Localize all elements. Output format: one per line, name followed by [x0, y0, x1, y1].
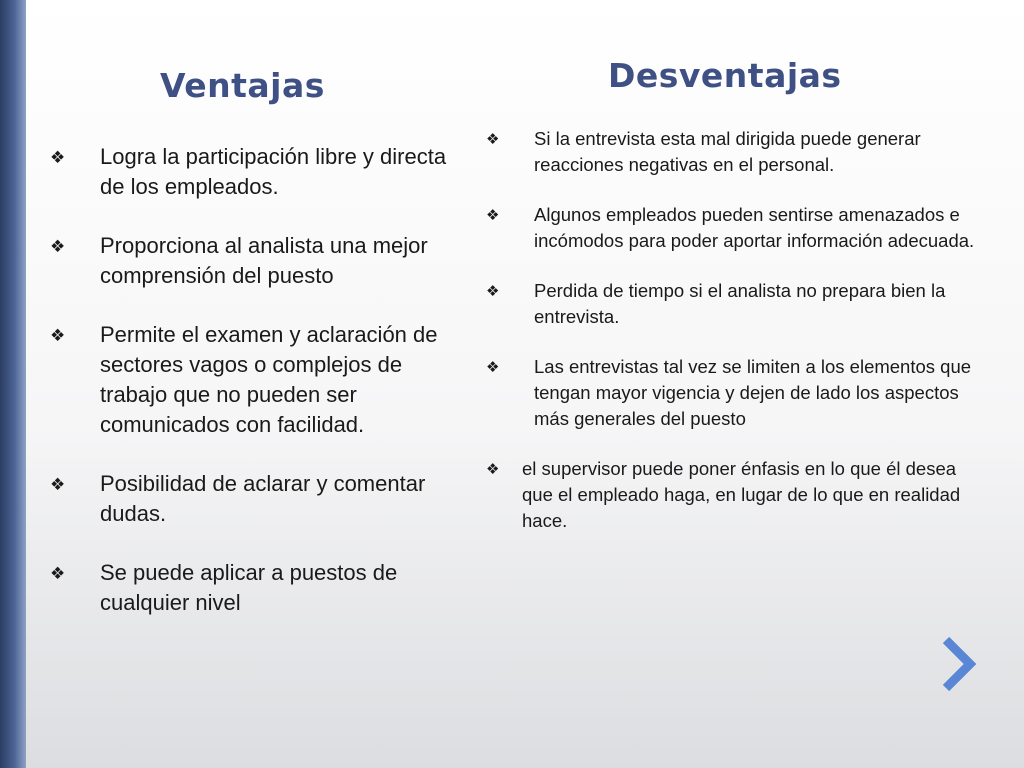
desventajas-title: Desventajas: [608, 56, 842, 95]
list-item-text: Algunos empleados pueden sentirse amenazados e incómodos para poder aportar información adecuada.: [534, 204, 975, 251]
list-item-text: el supervisor puede poner énfasis en lo que él desea que el empleado haga, en lugar de lo que en realidad hace.: [522, 458, 961, 531]
list-item: [486, 278, 986, 330]
list-item: [50, 320, 460, 440]
bullet-icon: ❖: [486, 461, 500, 478]
ventajas-title: Ventajas: [160, 66, 325, 105]
chevron-right-icon[interactable]: [936, 636, 980, 692]
list-item-text: Perdida de tiempo si el analista no prepara bien la entrevista.: [534, 280, 946, 327]
bullet-icon: ❖: [50, 148, 66, 167]
list-item: [50, 231, 460, 291]
list-item: [486, 456, 986, 534]
list-item-text: Se puede aplicar a puestos de cualquier nivel: [100, 560, 398, 615]
list-item: [486, 354, 986, 432]
bullet-icon: ❖: [486, 131, 500, 148]
side-accent-bar: [0, 0, 26, 768]
desventajas-list: [486, 126, 986, 558]
list-item-text: Proporciona al analista una mejor comprensión del puesto: [100, 233, 428, 288]
list-item-text: Logra la participación libre y directa de los empleados.: [100, 144, 447, 199]
list-item: [50, 558, 460, 618]
bullet-icon: ❖: [486, 207, 500, 224]
list-item-text: Posibilidad de aclarar y comentar dudas.: [100, 471, 426, 526]
list-item: [486, 202, 986, 254]
bullet-icon: ❖: [50, 326, 66, 345]
list-item: [50, 469, 460, 529]
bullet-icon: ❖: [50, 564, 66, 583]
list-item-text: Permite el examen y aclaración de sectores vagos o complejos de trabajo que no pueden ser comunicados con facilidad.: [100, 322, 438, 437]
bullet-icon: ❖: [50, 237, 66, 256]
list-item: [486, 126, 986, 178]
bullet-icon: ❖: [486, 359, 500, 376]
bullet-icon: ❖: [486, 283, 500, 300]
bullet-icon: ❖: [50, 475, 66, 494]
list-item-text: Si la entrevista esta mal dirigida puede generar reacciones negativas en el personal.: [534, 128, 921, 175]
list-item: [50, 142, 460, 202]
list-item-text: Las entrevistas tal vez se limiten a los elementos que tengan mayor vigencia y dejen de lado los aspectos más generales del puesto: [534, 356, 972, 429]
ventajas-list: [50, 142, 460, 647]
